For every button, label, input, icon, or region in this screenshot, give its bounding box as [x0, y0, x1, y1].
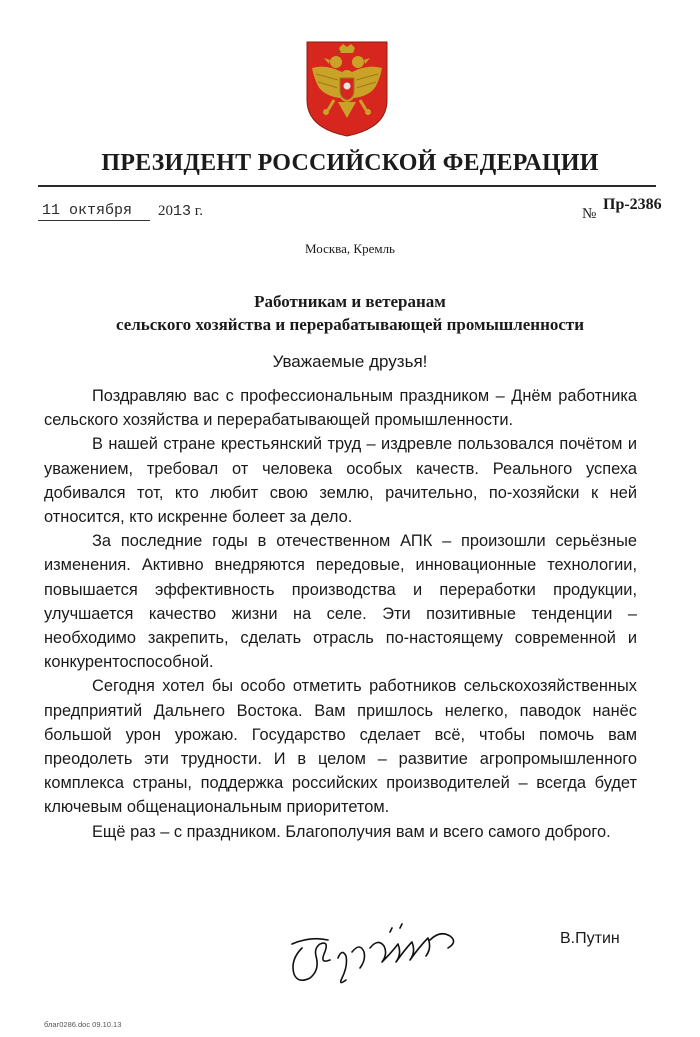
paragraph: Ещё раз – с праздником. Благополучия вам и всего самого доброго. [92, 822, 611, 841]
header-divider [38, 185, 656, 187]
paragraph: Поздравляю вас с профессиональным праздником – Днём работника сельского хозяйства и перерабатывающей промышленности. [44, 387, 637, 430]
signer-name: В.Путин [560, 930, 620, 947]
date-year-prefix: 20 [158, 203, 173, 219]
letter-heading [0, 290, 700, 336]
paragraph: Сегодня хотел бы особо отметить работников сельскохозяйственных предприятий Дальнего Востока. Вам пришлось нелегко, паводок нанёс большой урон урожаю. Государство сделает всё, чтобы помочь вам преодолеть эти трудности. И в целом – развитие агропромышленного комплекса страны, поддержка российских производителей – всегда будет ключевым общенациональным приоритетом. [44, 677, 637, 817]
date-year [158, 203, 203, 220]
file-reference: благ0286.doc 09.10.13 [44, 1020, 122, 1029]
date-underline [38, 220, 150, 221]
document-number: Пр-2386 [603, 196, 662, 213]
handwritten-signature [280, 908, 490, 988]
org-title: ПРЕЗИДЕНТ РОССИЙСКОЙ ФЕДЕРАЦИИ [101, 150, 599, 176]
date-year-suffix: 13 [173, 203, 192, 220]
coat-of-arms-icon [302, 38, 392, 138]
date-day: 11 октября [42, 202, 133, 219]
paragraph: За последние годы в отечественном АПК – произошли серьёзные изменения. Активно внедряются передовые, инновационные технологии, повышается эффективность производства и переработки продукции, улучшается качество жизни на селе. Эти позитивные тенденции – необходимо закрепить, сделать отрасль по-настоящему современной и конкурентоспособной. [44, 532, 637, 672]
place-line: Москва, Кремль [305, 241, 395, 256]
number-sign: № [582, 206, 597, 222]
heading-line-1: Работникам и ветеранам [254, 292, 446, 311]
salutation: Уважаемые друзья! [272, 352, 428, 371]
heading-line-2: сельского хозяйства и перерабатывающей промышленности [115, 315, 585, 334]
date-year-unit: г. [191, 203, 203, 219]
paragraph: В нашей стране крестьянский труд – издревле пользовался почётом и уважением, требовал от человека особых качеств. Реального успеха добивался тот, кто любит свою землю, рачительно, по-хозяйски к ней относится, кто искренне болеет за дело. [44, 435, 637, 527]
date-field [38, 202, 638, 226]
letter-body [44, 384, 637, 844]
